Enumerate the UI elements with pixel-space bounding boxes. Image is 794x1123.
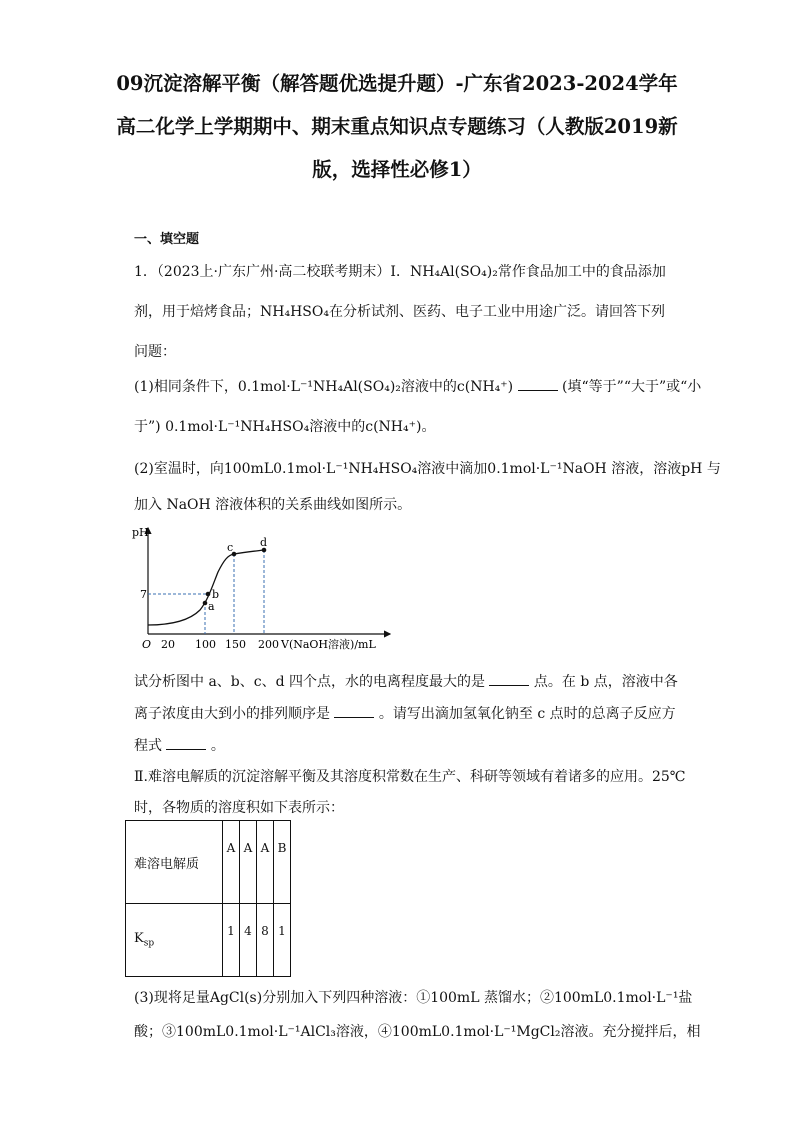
question-line [134, 671, 678, 691]
table-row-label: $K_{sp}$ [126, 904, 223, 977]
question-text: (1)相同条件下，0.1mol·L⁻¹NH₄Al(SO₄)₂溶液中的c(NH₄⁺) [134, 379, 514, 395]
question-line: (2)室温时，向100mL0.1mol·L⁻¹NH₄HSO₄溶液中滴加0.1mol·L⁻¹NaOH 溶液，溶液pH 与 [134, 461, 721, 477]
ph-titration-chart [128, 522, 398, 657]
table-header-cell: A [223, 821, 240, 904]
question-line: 于”) 0.1mol·L⁻¹NH₄HSO₄溶液中的c(NH₄⁺)。 [134, 419, 436, 435]
question-text: 离子浓度由大到小的排列顺序是 [134, 706, 330, 722]
y-tick-label: 7 [140, 588, 147, 601]
answer-blank[interactable] [166, 737, 206, 750]
point-label-d: d [260, 536, 268, 549]
answer-blank[interactable] [334, 705, 374, 718]
question-line: 1．（2023上·广东广州·高二校联考期末）Ⅰ．NH₄Al(SO₄)₂常作食品加工中的食品添加 [134, 264, 666, 280]
question-text: (填“等于”“大于”或“小 [562, 379, 702, 395]
document-title: 09沉淀溶解平衡（解答题优选提升题）-广东省2023-2024学年高二化学上学期期中、期末重点知识点专题练习（人教版2019新版，选择性必修1） [116, 72, 678, 181]
point-b [206, 592, 211, 597]
table-header-cell: A [257, 821, 274, 904]
question-text: 。 [210, 738, 225, 754]
table-cell: 8 [257, 904, 274, 977]
x-tick-label: 150 [225, 638, 246, 651]
question-line: 加入 NaOH 溶液体积的关系曲线如图所示。 [134, 497, 412, 513]
question-line: (3)现将足量AgCl(s)分别加入下列四种溶液：①100mL 蒸馏水；②100mL0.1mol·L⁻¹盐 [134, 990, 693, 1006]
x-tick-label: 200 [258, 638, 279, 651]
table-cell: 4 [240, 904, 257, 977]
point-a [203, 601, 208, 606]
origin-label: O [142, 638, 152, 651]
question-line: 酸；③100mL0.1mol·L⁻¹AlCl₃溶液，④100mL0.1mol·L⁻¹MgCl₂溶液。充分搅拌后，相 [134, 1024, 701, 1040]
ksp-table [125, 820, 291, 977]
section-heading: 一、填空题 [134, 232, 200, 247]
answer-blank[interactable] [518, 378, 558, 391]
x-tick-label: 20 [161, 638, 175, 651]
ph-curve [148, 550, 264, 625]
point-label-a: a [208, 600, 215, 613]
question-line [134, 376, 701, 396]
question-text: 。请写出滴加氢氧化钠至 c 点时的总离子反应方 [378, 706, 676, 722]
table-header-cell: 难溶电解质 [126, 821, 223, 904]
table-cell: 1 [274, 904, 291, 977]
y-axis-label: pH [132, 526, 149, 539]
question-text: 试分析图中 a、b、c、d 四个点，水的电离程度最大的是 [134, 674, 486, 690]
question-line: 时，各物质的溶度积如下表所示： [134, 800, 344, 816]
table-header-cell: B [274, 821, 291, 904]
x-axis-label: V(NaOH溶液)/mL [281, 638, 376, 651]
point-label-c: c [227, 541, 234, 554]
question-text: 程式 [134, 738, 162, 754]
question-text: 点。在 b 点，溶液中各 [533, 674, 678, 690]
question-line [134, 703, 676, 723]
question-line: 剂，用于焙烤食品；NH₄HSO₄在分析试剂、医药、电子工业中用途广泛。请回答下列 [134, 304, 665, 320]
table-row [126, 821, 291, 904]
point-label-b: b [212, 588, 220, 601]
table-header-cell: A [240, 821, 257, 904]
table-cell: 1 [223, 904, 240, 977]
table-row [126, 904, 291, 977]
answer-blank[interactable] [489, 673, 529, 686]
question-line: Ⅱ.难溶电解质的沉淀溶解平衡及其溶度积常数在生产、科研等领域有着诸多的应用。25℃ [134, 769, 686, 785]
x-tick-label: 100 [195, 638, 216, 651]
question-line [134, 735, 225, 755]
question-line: 问题： [134, 344, 176, 360]
